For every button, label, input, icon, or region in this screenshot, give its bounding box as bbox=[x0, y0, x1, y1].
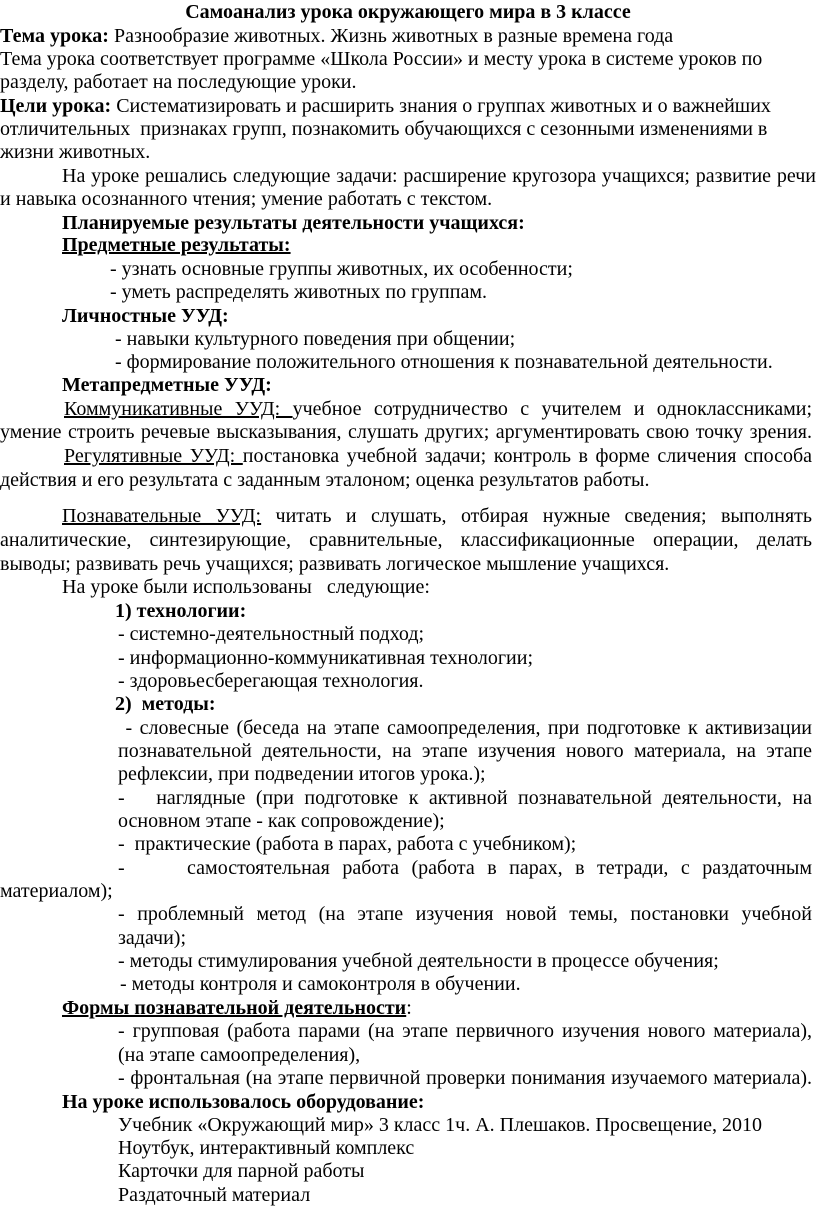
text-line bbox=[64, 445, 812, 468]
text-line bbox=[115, 600, 246, 623]
text-segment: - самостоятельная работа (работа в парах, в тетради, с раздаточным bbox=[118, 857, 812, 879]
text-segment: и навыка осознанного чтения; умение работать с текстом. bbox=[0, 188, 493, 210]
text-line bbox=[0, 48, 762, 71]
text-line bbox=[0, 141, 150, 164]
text-line bbox=[118, 670, 423, 693]
bold-label: Формы познавательной деятельности bbox=[62, 997, 407, 1019]
text-line bbox=[118, 1067, 812, 1090]
document-title bbox=[0, 1, 816, 24]
text-line bbox=[110, 258, 573, 281]
bold-label: 1) технологии: bbox=[115, 600, 247, 622]
text-line bbox=[118, 950, 719, 973]
text-line bbox=[115, 693, 216, 716]
text-line bbox=[118, 1184, 310, 1207]
bold-label: 2) методы: bbox=[115, 693, 216, 715]
bold-label: Тема урока: bbox=[0, 25, 109, 47]
bold-label: Личностные УУД: bbox=[62, 305, 229, 327]
bold-label: Метапредметные УУД: bbox=[62, 374, 272, 396]
text-segment: разделу, работает на последующие уроки. bbox=[0, 71, 357, 93]
text-segment: читать и слушать, отбирая нужные сведения; выполнять bbox=[261, 505, 813, 527]
text-segment: постановка учебной задачи; контроль в форме сличения способа bbox=[242, 445, 812, 467]
text-line bbox=[62, 505, 812, 528]
text-line bbox=[120, 973, 521, 996]
text-line bbox=[62, 305, 229, 328]
text-segment: - словесные (беседа на этапе самоопределения, при подготовке к активизации bbox=[118, 717, 812, 739]
text-line bbox=[115, 328, 515, 351]
text-segment: - узнать основные группы животных, их особенности; bbox=[110, 258, 573, 280]
text-segment: - методы стимулирования учебной деятельности в процессе обучения; bbox=[118, 950, 719, 972]
text-segment: рефлексии, при подведении итогов урока.); bbox=[118, 763, 486, 785]
text-line bbox=[118, 857, 812, 880]
text-line bbox=[118, 810, 445, 833]
text-segment: На уроке были использованы следующие: bbox=[62, 576, 430, 598]
text-line bbox=[64, 398, 812, 421]
text-line bbox=[0, 71, 356, 94]
text-line bbox=[0, 188, 492, 211]
underlined-label: Познавательные УУД: bbox=[62, 505, 262, 527]
text-line bbox=[62, 1091, 424, 1114]
text-line bbox=[118, 1044, 360, 1067]
text-line bbox=[115, 351, 773, 374]
text-segment: основном этапе - как сопровождение); bbox=[118, 810, 445, 832]
text-segment: - фронтальная (на этапе первичной проверки понимания изучаемого материала). bbox=[118, 1067, 812, 1089]
text-line bbox=[62, 212, 525, 235]
underlined-label: Регулятивные УУД: bbox=[64, 445, 243, 467]
text-line bbox=[110, 281, 487, 304]
text-segment: - групповая (работа парами (на этапе первичного изучения нового материала), bbox=[118, 1020, 812, 1042]
text-segment: - методы контроля и самоконтроля в обучении. bbox=[120, 973, 521, 995]
text-line bbox=[118, 1020, 812, 1043]
text-line bbox=[62, 374, 272, 397]
text-segment: учебное сотрудничество с учителем и одноклассниками; bbox=[292, 398, 813, 420]
text-line bbox=[118, 1160, 364, 1183]
text-segment: - наглядные (при подготовке к активной познавательной деятельности, на bbox=[118, 787, 812, 809]
text-line bbox=[0, 529, 812, 552]
text-line bbox=[0, 553, 669, 576]
text-segment: отличительных признаках групп, познакомить обучающихся с сезонными изменениями в bbox=[0, 118, 768, 140]
text-segment: На уроке решались следующие задачи: расширение кругозора учащихся; развитие речи bbox=[62, 165, 816, 187]
text-segment: (на этапе самоопределения), bbox=[118, 1044, 361, 1066]
text-line bbox=[118, 1137, 414, 1160]
text-segment: - системно-деятельностный подход; bbox=[118, 623, 425, 645]
text-line bbox=[0, 880, 113, 903]
text-line bbox=[62, 165, 816, 188]
bold-label: Цели урока: bbox=[0, 95, 112, 117]
bold-label: На уроке использовалось оборудование: bbox=[62, 1091, 425, 1113]
text-segment: - уметь распределять животных по группам. bbox=[110, 281, 487, 303]
text-line bbox=[0, 25, 673, 48]
text-segment: Разнообразие животных. Жизнь животных в разные времена года bbox=[108, 25, 674, 47]
text-segment: материалом); bbox=[0, 880, 113, 902]
text-segment: познавательной деятельности, на этапе изучения нового материала, на этапе bbox=[118, 740, 812, 762]
text-line bbox=[118, 763, 486, 786]
text-line bbox=[118, 717, 812, 740]
text-segment: Карточки для парной работы bbox=[118, 1160, 365, 1182]
underlined-label: Коммуникативные УУД: bbox=[64, 398, 293, 420]
text-line bbox=[118, 623, 424, 646]
text-segment: аналитические, синтезирующие, сравнительные, классификационные операции, делать bbox=[0, 529, 812, 551]
text-segment: - навыки культурного поведения при общении; bbox=[115, 328, 516, 350]
text-line bbox=[118, 833, 576, 856]
text-line bbox=[0, 95, 771, 118]
text-line bbox=[0, 421, 812, 444]
text-segment: задачи); bbox=[118, 927, 187, 949]
text-segment: Систематизировать и расширить знания о группах животных и о важнейших bbox=[111, 95, 771, 117]
text-line bbox=[118, 647, 533, 670]
bold-label: Предметные результаты: bbox=[62, 234, 291, 256]
bold-label: Самоанализ урока окружающего мира в 3 классе bbox=[185, 1, 631, 23]
text-segment: выводы; развивать речь учащихся; развивать логическое мышление учащихся. bbox=[0, 553, 670, 575]
text-line bbox=[62, 576, 430, 599]
text-segment: - формирование положительного отношения к познавательной деятельности. bbox=[115, 351, 773, 373]
text-line bbox=[0, 469, 649, 492]
text-segment: жизни животных. bbox=[0, 141, 151, 163]
text-line bbox=[62, 997, 412, 1020]
text-segment: Учебник «Окружающий мир» 3 класс 1ч. А. Плешаков. Просвещение, 2010 bbox=[118, 1114, 762, 1136]
text-segment: Тема урока соответствует программе «Школа России» и месту урока в системе уроков по bbox=[0, 48, 763, 70]
text-line bbox=[118, 1114, 762, 1137]
text-line bbox=[118, 903, 812, 926]
text-segment: действия и его результата с заданным эталоном; оценка результатов работы. bbox=[0, 469, 650, 491]
text-segment: - здоровьесберегающая технология. bbox=[118, 670, 424, 692]
text-line bbox=[118, 740, 812, 763]
text-segment: Раздаточный материал bbox=[118, 1184, 311, 1206]
text-line bbox=[0, 118, 767, 141]
text-segment: - информационно-коммуникативная технологии; bbox=[118, 647, 534, 669]
text-line bbox=[118, 787, 812, 810]
text-segment: : bbox=[406, 997, 412, 1019]
text-line bbox=[118, 927, 186, 950]
text-segment: - практические (работа в парах, работа с учебником); bbox=[118, 833, 577, 855]
text-segment: Ноутбук, интерактивный комплекс bbox=[118, 1137, 415, 1159]
text-segment: умение строить речевые высказывания, слушать других; аргументировать свою точку зрения. bbox=[0, 421, 812, 443]
text-segment: - проблемный метод (на этапе изучения новой темы, постановки учебной bbox=[118, 903, 812, 925]
text-line bbox=[62, 234, 291, 257]
bold-label: Планируемые результаты деятельности учащихся: bbox=[62, 212, 525, 234]
